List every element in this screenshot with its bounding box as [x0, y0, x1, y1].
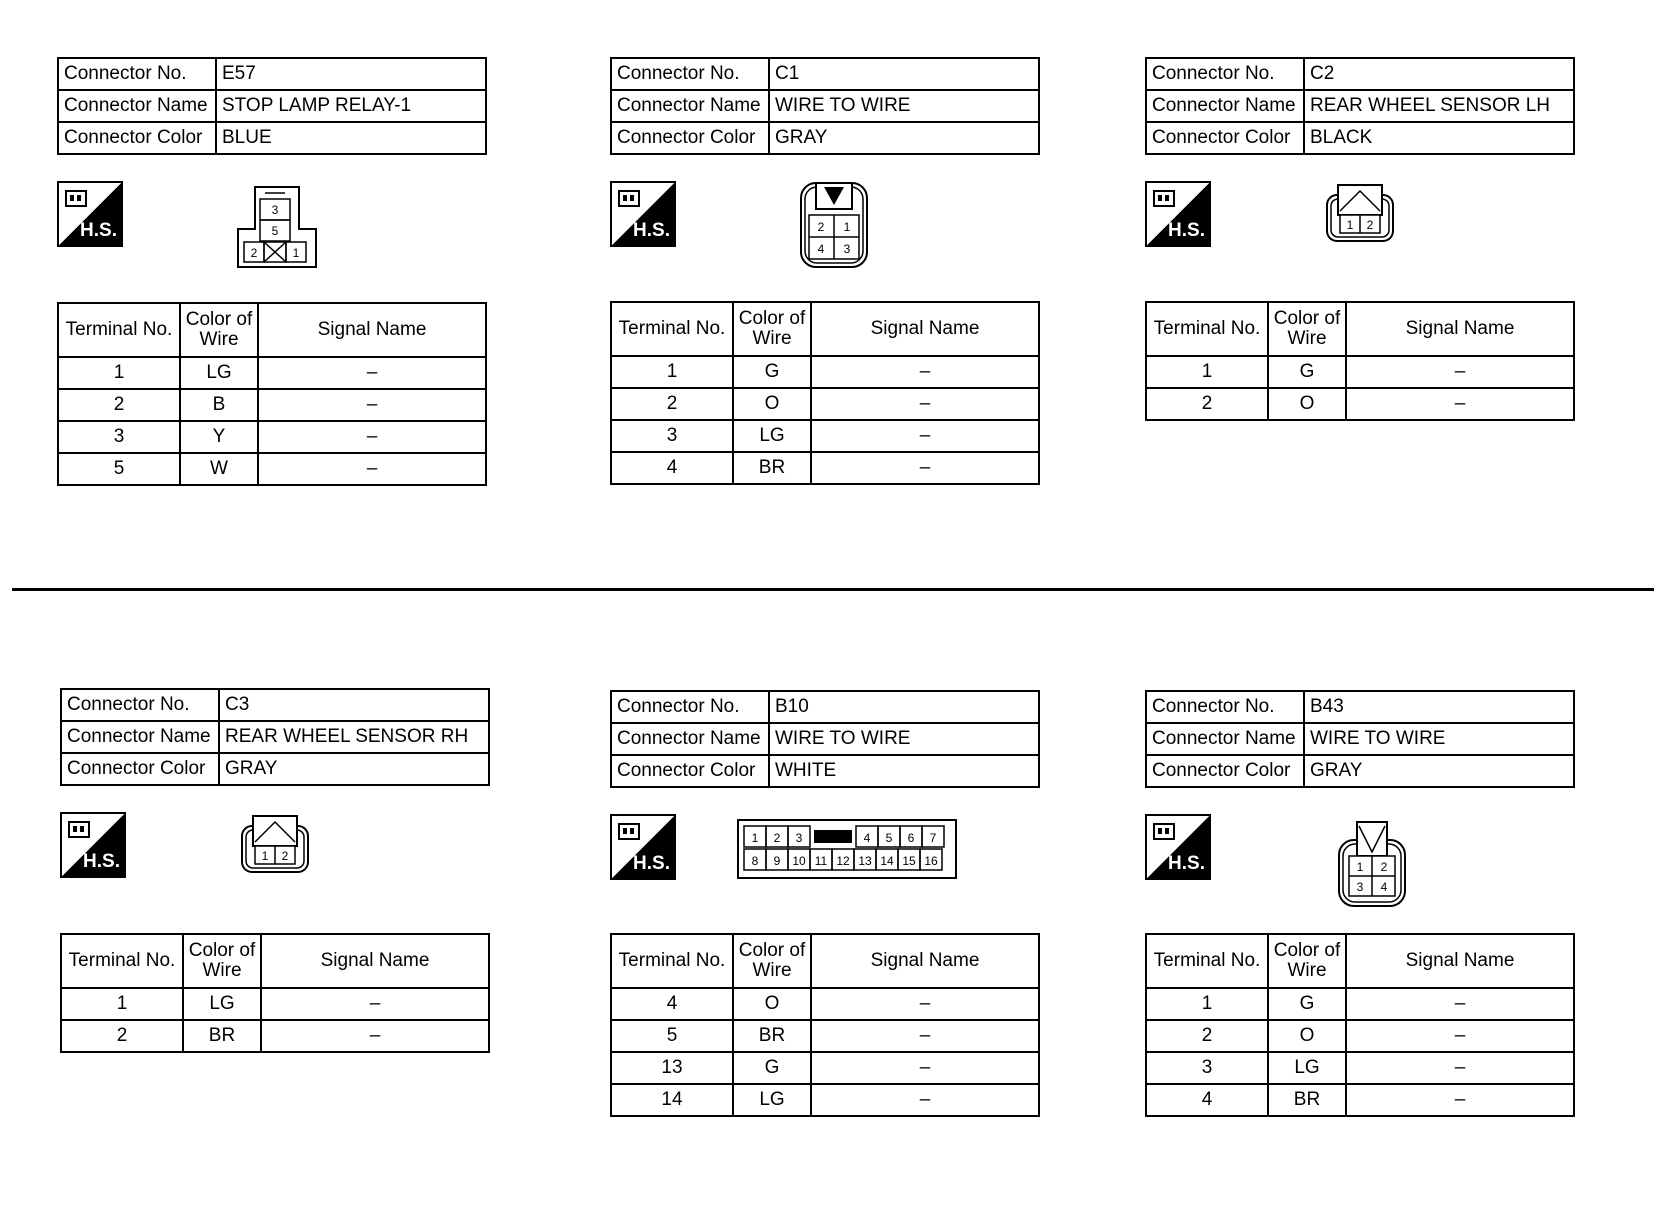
- signal-name-header: Signal Name: [1346, 302, 1574, 356]
- pin-label: 5: [271, 224, 279, 238]
- connector-info-table: [1145, 57, 1575, 155]
- terminal-no-header: Terminal No.: [611, 302, 733, 356]
- pin-label: 1: [1356, 860, 1364, 874]
- table-row: 5 W –: [58, 453, 486, 485]
- connector-no-label: Connector No.: [58, 58, 216, 90]
- terminal-no-header: Terminal No.: [611, 934, 733, 988]
- pin-label: 4: [1380, 880, 1388, 894]
- connector-face-diagram: [232, 185, 322, 269]
- connector-color-label: Connector Color: [61, 753, 219, 785]
- pin-label: 2: [773, 831, 781, 845]
- connector-name-value: WIRE TO WIRE: [769, 723, 1039, 755]
- table-row: 1 G –: [1146, 988, 1574, 1020]
- connector-info-table: [610, 690, 1040, 788]
- hs-label: H.S.: [1168, 220, 1205, 241]
- connector-C1: [610, 57, 1050, 478]
- harness-side-icon: [57, 181, 123, 247]
- table-row: 2 B –: [58, 389, 486, 421]
- terminal-table: [1145, 301, 1575, 421]
- connector-color-label: Connector Color: [611, 755, 769, 787]
- pin-label: 6: [907, 831, 915, 845]
- table-row: 1 G –: [1146, 356, 1574, 388]
- section-divider: [12, 588, 1654, 591]
- connector-name-label: Connector Name: [61, 721, 219, 753]
- pin-label: 12: [836, 854, 850, 868]
- table-row: 13 G –: [611, 1052, 1039, 1084]
- connector-no-label: Connector No.: [611, 691, 769, 723]
- connector-face-diagram: [240, 812, 310, 876]
- terminal-table: [610, 933, 1040, 1117]
- table-row: 1 LG –: [61, 988, 489, 1020]
- harness-side-icon: [60, 812, 126, 878]
- pin-label: 15: [902, 854, 916, 868]
- table-row: 14 LG –: [611, 1084, 1039, 1116]
- connector-color-value: GRAY: [219, 753, 489, 785]
- connector-name-label: Connector Name: [1146, 90, 1304, 122]
- connector-icon: [67, 819, 93, 841]
- table-row: 2 O –: [1146, 1020, 1574, 1052]
- connector-face-diagram: [795, 181, 873, 271]
- connector-color-value: BLUE: [216, 122, 486, 154]
- connector-no-value: C2: [1304, 58, 1574, 90]
- pin-label: 4: [817, 242, 825, 256]
- terminal-no-header: Terminal No.: [1146, 302, 1268, 356]
- hs-label: H.S.: [83, 851, 120, 872]
- pin-label: 1: [1346, 218, 1354, 232]
- connector-no-label: Connector No.: [1146, 58, 1304, 90]
- table-row: 1 G –: [611, 356, 1039, 388]
- connector-name-label: Connector Name: [1146, 723, 1304, 755]
- signal-name-header: Signal Name: [258, 303, 486, 357]
- table-row: 4 BR –: [1146, 1084, 1574, 1116]
- connector-no-label: Connector No.: [61, 689, 219, 721]
- table-row: 3 LG –: [611, 420, 1039, 452]
- connector-no-value: B10: [769, 691, 1039, 723]
- connector-no-value: E57: [216, 58, 486, 90]
- harness-side-icon: [1145, 181, 1211, 247]
- connector-name-value: REAR WHEEL SENSOR LH: [1304, 90, 1574, 122]
- pin-label: 1: [292, 246, 300, 260]
- pin-label: 1: [843, 220, 851, 234]
- connector-color-value: BLACK: [1304, 122, 1574, 154]
- terminal-table: [610, 301, 1040, 485]
- terminal-no-header: Terminal No.: [58, 303, 180, 357]
- terminal-no-header: Terminal No.: [61, 934, 183, 988]
- connector-B43: [1145, 690, 1585, 1110]
- pin-label: 2: [1366, 218, 1374, 232]
- pin-label: 3: [795, 831, 803, 845]
- table-row: 2 BR –: [61, 1020, 489, 1052]
- connector-color-value: WHITE: [769, 755, 1039, 787]
- connector-icon: [1152, 821, 1178, 843]
- pin-label: 10: [792, 854, 806, 868]
- connector-name-label: Connector Name: [611, 90, 769, 122]
- table-row: 5 BR –: [611, 1020, 1039, 1052]
- pin-label: 3: [1356, 880, 1364, 894]
- connector-name-value: WIRE TO WIRE: [769, 90, 1039, 122]
- pin-label: 2: [817, 220, 825, 234]
- connector-info-table: [1145, 690, 1575, 788]
- connector-icon: [617, 821, 643, 843]
- color-of-wire-header: Color of Wire: [733, 934, 811, 988]
- pin-label: 13: [858, 854, 872, 868]
- table-row: 3 Y –: [58, 421, 486, 453]
- connector-face-diagram: [736, 818, 960, 882]
- color-of-wire-header: Color of Wire: [1268, 302, 1346, 356]
- connector-icon: [64, 188, 90, 210]
- terminal-no-header: Terminal No.: [1146, 934, 1268, 988]
- pin-label: 5: [885, 831, 893, 845]
- connector-name-label: Connector Name: [58, 90, 216, 122]
- pin-label: 11: [814, 854, 828, 868]
- connector-B10: [610, 690, 1050, 1110]
- pin-label: 3: [843, 242, 851, 256]
- pin-label: 8: [751, 854, 759, 868]
- table-row: 4 O –: [611, 988, 1039, 1020]
- terminal-table: [57, 302, 487, 486]
- connector-face-diagram: [1325, 181, 1395, 245]
- connector-no-value: B43: [1304, 691, 1574, 723]
- connector-color-label: Connector Color: [1146, 755, 1304, 787]
- connector-icon: [1152, 188, 1178, 210]
- hs-label: H.S.: [1168, 853, 1205, 874]
- pin-label: 2: [250, 246, 258, 260]
- connector-name-value: STOP LAMP RELAY-1: [216, 90, 486, 122]
- pin-label: 1: [751, 831, 759, 845]
- pin-label: 3: [271, 203, 279, 217]
- pin-label: 2: [281, 849, 289, 863]
- connector-E57: [57, 57, 497, 479]
- pin-label: 4: [863, 831, 871, 845]
- hs-label: H.S.: [633, 853, 670, 874]
- color-of-wire-header: Color of Wire: [180, 303, 258, 357]
- connector-color-label: Connector Color: [58, 122, 216, 154]
- connector-color-label: Connector Color: [611, 122, 769, 154]
- table-row: 3 LG –: [1146, 1052, 1574, 1084]
- color-of-wire-header: Color of Wire: [733, 302, 811, 356]
- connector-name-label: Connector Name: [611, 723, 769, 755]
- harness-side-icon: [610, 814, 676, 880]
- harness-side-icon: [610, 181, 676, 247]
- pin-label: 9: [773, 854, 781, 868]
- connector-color-value: GRAY: [1304, 755, 1574, 787]
- pin-label: 2: [1380, 860, 1388, 874]
- table-row: 4 BR –: [611, 452, 1039, 484]
- pin-label: 7: [929, 831, 937, 845]
- signal-name-header: Signal Name: [1346, 934, 1574, 988]
- connector-info-table: [57, 57, 487, 155]
- connector-no-value: C3: [219, 689, 489, 721]
- connector-info-table: [610, 57, 1040, 155]
- connector-no-label: Connector No.: [611, 58, 769, 90]
- connector-color-value: GRAY: [769, 122, 1039, 154]
- table-row: 2 O –: [1146, 388, 1574, 420]
- connector-C3: [60, 688, 500, 1046]
- connector-name-value: WIRE TO WIRE: [1304, 723, 1574, 755]
- table-row: 2 O –: [611, 388, 1039, 420]
- connector-icon: [617, 188, 643, 210]
- connector-C2: [1145, 57, 1585, 414]
- terminal-table: [60, 933, 490, 1053]
- harness-side-icon: [1145, 814, 1211, 880]
- signal-name-header: Signal Name: [811, 302, 1039, 356]
- connector-no-value: C1: [769, 58, 1039, 90]
- terminal-table: [1145, 933, 1575, 1117]
- pin-label: 1: [261, 849, 269, 863]
- connector-face-diagram: [1333, 820, 1411, 910]
- connector-name-value: REAR WHEEL SENSOR RH: [219, 721, 489, 753]
- connector-no-label: Connector No.: [1146, 691, 1304, 723]
- connector-color-label: Connector Color: [1146, 122, 1304, 154]
- hs-label: H.S.: [633, 220, 670, 241]
- signal-name-header: Signal Name: [811, 934, 1039, 988]
- signal-name-header: Signal Name: [261, 934, 489, 988]
- pin-label: 16: [924, 854, 938, 868]
- table-row: 1 LG –: [58, 357, 486, 389]
- color-of-wire-header: Color of Wire: [183, 934, 261, 988]
- hs-label: H.S.: [80, 220, 117, 241]
- connector-info-table: [60, 688, 490, 786]
- pin-label: 14: [880, 854, 894, 868]
- color-of-wire-header: Color of Wire: [1268, 934, 1346, 988]
